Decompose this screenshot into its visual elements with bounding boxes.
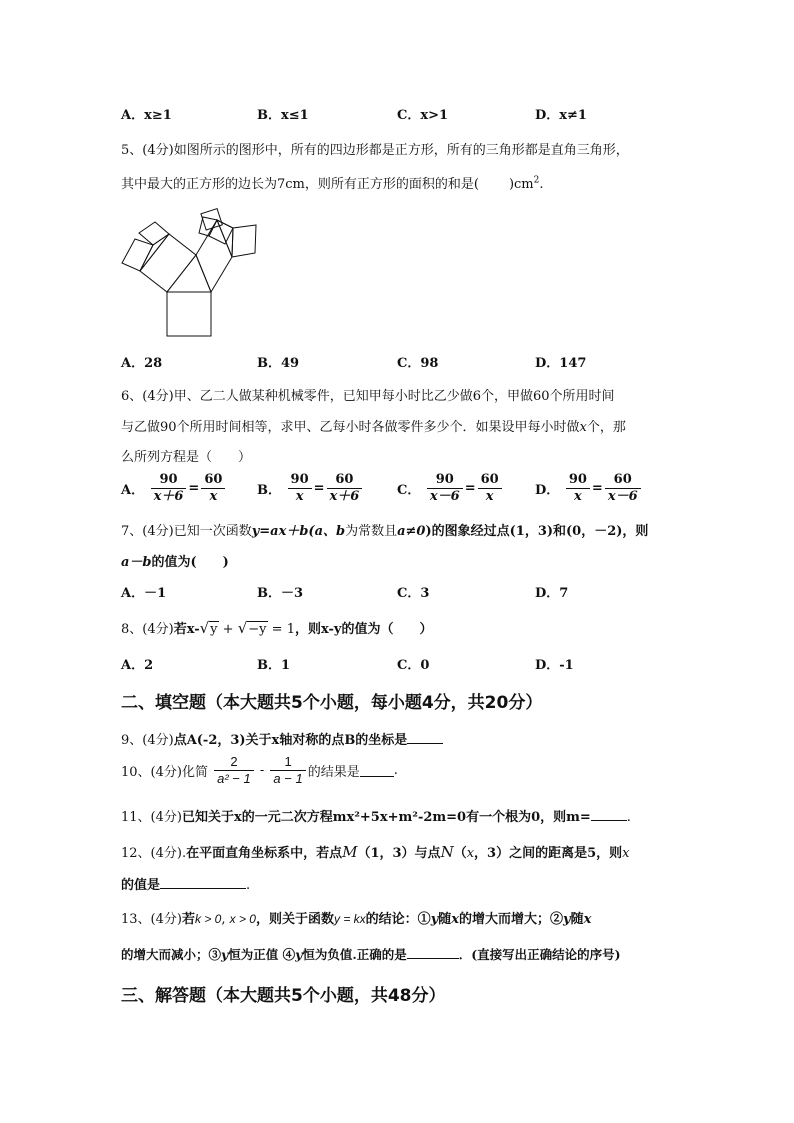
q12-t2: （1，3）与点 bbox=[357, 846, 441, 861]
q5-line1 bbox=[121, 139, 629, 158]
q13-t3: 的结论：① bbox=[365, 912, 431, 927]
q12-line2: 的值是 bbox=[121, 878, 161, 893]
q6-option-d bbox=[535, 472, 643, 505]
q7-function: y=ax＋b(a、b bbox=[251, 524, 346, 539]
q12-t4: ，3）之间的距离是5，则 bbox=[474, 846, 623, 861]
q6-line3: 么所列方程是（ ） bbox=[121, 450, 252, 465]
num: 60 bbox=[480, 472, 499, 487]
q7-prefix: 7、(4分) bbox=[121, 524, 174, 539]
q6-text-line1: 甲、乙二人做某种机械零件，已知甲每小时比乙少做6个，甲做60个所用时间 bbox=[173, 389, 615, 404]
q6-text-line2: 与乙做90个所用时间相等，求甲、乙每小时各做零件多少个．如果设甲每小时做 bbox=[121, 420, 580, 435]
q7-option-d: D．7 bbox=[535, 586, 569, 601]
q6-line1 bbox=[121, 385, 615, 404]
q8-t3: ，则x-y的值为（ ） bbox=[294, 622, 433, 637]
q4-option-d: D．x≠1 bbox=[535, 108, 587, 123]
num: 90 bbox=[159, 472, 178, 487]
right-square bbox=[196, 220, 232, 292]
q10-line bbox=[121, 754, 398, 787]
q6-option-a bbox=[121, 472, 227, 505]
q6-option-a-label: A． bbox=[121, 483, 145, 498]
q4-option-b: B．x≤1 bbox=[257, 108, 309, 123]
q5-option-b: B．49 bbox=[257, 356, 300, 371]
q9-line bbox=[121, 729, 443, 748]
q8-plus: + bbox=[222, 622, 234, 637]
q6-c-frac-right bbox=[478, 472, 502, 505]
left-small-square-1 bbox=[122, 239, 153, 271]
left-square bbox=[140, 234, 196, 292]
den: x bbox=[478, 488, 502, 505]
q5-unit-power: 2 bbox=[533, 175, 540, 186]
q6-option-c-label: C． bbox=[397, 483, 421, 498]
q13-line1: 13、(4分)若k > 0, x > 0，则关于函数y = kx的结论：①y随x的增大而增大；②y随x bbox=[121, 912, 592, 927]
q5-unit: )cm bbox=[508, 177, 534, 192]
q10-t1: 化简 bbox=[181, 765, 208, 780]
q5-option-a: A．28 bbox=[121, 356, 163, 371]
q7-option-c: C．3 bbox=[397, 586, 430, 601]
q11-end: . bbox=[626, 810, 631, 825]
den: x＋6 bbox=[327, 488, 363, 505]
equals: = bbox=[464, 481, 476, 496]
q12-line1 bbox=[121, 842, 629, 861]
q13-y1: y bbox=[430, 912, 439, 927]
q7-t1: 已知一次函数 bbox=[173, 524, 252, 539]
q12-point-m: M bbox=[342, 843, 358, 861]
num: 2 bbox=[230, 754, 238, 769]
q12-line2 bbox=[121, 874, 250, 893]
q6-prefix: 6、(4分) bbox=[121, 389, 174, 404]
q10-end: . bbox=[393, 763, 398, 778]
left-triangle bbox=[140, 234, 169, 271]
q13-line2d: ．(直接写出正确结论的序号) bbox=[458, 947, 621, 962]
q6-option-b-label: B． bbox=[257, 483, 281, 498]
q6-option-d-label: D． bbox=[535, 483, 560, 498]
q9-text: 点A(-2，3)关于x轴对称的点B的坐标是 bbox=[173, 733, 408, 748]
q10-answer-blank[interactable] bbox=[360, 764, 394, 777]
q6-a-frac-right bbox=[201, 472, 225, 505]
q6-a-frac-left bbox=[151, 472, 187, 505]
q5-line2 bbox=[121, 173, 544, 192]
q6-line2 bbox=[121, 416, 626, 435]
q8-option-c: C．0 bbox=[397, 658, 430, 673]
q4-option-c: C．x>1 bbox=[397, 108, 449, 123]
q6-var-x: x bbox=[579, 420, 587, 435]
q13-line2c: 恒为负值.正确的是 bbox=[302, 947, 407, 962]
den: x－6 bbox=[427, 488, 463, 505]
q13-answer-blank[interactable] bbox=[407, 946, 459, 959]
q10-prefix: 10、(4分) bbox=[121, 765, 182, 780]
q13-x1: x bbox=[451, 912, 460, 927]
q13-cond-x: x > 0 bbox=[229, 912, 256, 926]
q8-equals: = 1 bbox=[271, 622, 295, 637]
q12-var-x2: x bbox=[622, 846, 630, 861]
q5-prefix: 5、(4分) bbox=[121, 143, 174, 158]
q12-t1: 在平面直角坐标系中，若点 bbox=[186, 846, 343, 861]
q8-t1: 若x- bbox=[173, 622, 200, 637]
q13-t6: 随 bbox=[570, 912, 584, 927]
sqrt-icon: √ bbox=[199, 619, 210, 637]
num: 90 bbox=[290, 472, 309, 487]
q7-option-b: B．－3 bbox=[257, 586, 304, 601]
q6-d-frac-left bbox=[566, 472, 590, 505]
q5-text-line2: 其中最大的正方形的边长为7cm，则所有正方形的面积的和是( bbox=[121, 177, 479, 192]
den: x bbox=[566, 488, 590, 505]
q13-line2a: 的增大而减小；③ bbox=[121, 947, 222, 962]
q12-answer-blank[interactable] bbox=[160, 876, 246, 889]
sqrt-icon: √ bbox=[237, 619, 248, 637]
q11-prefix: 11、(4分) bbox=[121, 810, 182, 825]
q12-t3: （ bbox=[453, 846, 467, 861]
q8-option-a: A．2 bbox=[121, 658, 154, 673]
q6-option-b bbox=[257, 472, 364, 505]
q13-line2 bbox=[121, 945, 621, 963]
section-2-title: 二、填空题（本大题共5个小题，每小题4分，共20分） bbox=[121, 693, 543, 713]
q5-option-c: C．98 bbox=[397, 356, 439, 371]
q10-t2: 的结果是 bbox=[307, 765, 360, 780]
den: x＋6 bbox=[151, 488, 187, 505]
q13-y3: y bbox=[221, 947, 229, 962]
q10-frac-1 bbox=[214, 754, 254, 787]
den: a² − 1 bbox=[214, 770, 254, 787]
q5-option-d: D．147 bbox=[535, 356, 587, 371]
num: 90 bbox=[435, 472, 454, 487]
q6-text-line2-end: 个，那 bbox=[586, 420, 626, 435]
num: 60 bbox=[204, 472, 223, 487]
q13-prefix: 13、(4分) bbox=[121, 912, 182, 927]
q12-var-x: x bbox=[466, 846, 475, 861]
main-triangle bbox=[167, 255, 211, 292]
q13-y4: y bbox=[295, 947, 303, 962]
q12-end: . bbox=[246, 878, 251, 893]
q7-line1 bbox=[121, 520, 648, 539]
den: x－6 bbox=[605, 488, 641, 505]
q12-point-n: N bbox=[440, 843, 454, 861]
q5-text-line1: 如图所示的图形中，所有的四边形都是正方形，所有的三角形都是直角三角形， bbox=[173, 143, 629, 158]
right-small-square-upper bbox=[199, 217, 217, 236]
q6-option-c bbox=[397, 472, 504, 505]
q11-text: 已知关于x的一元二次方程mx²+5x+m²-2m=0有一个根为0，则m= bbox=[181, 810, 591, 825]
q13-y2: y bbox=[563, 912, 571, 927]
q13-t2: ，则关于函数 bbox=[255, 912, 334, 927]
q7-line2-text: 的值为( ) bbox=[151, 555, 229, 570]
q8-prefix: 8、(4分) bbox=[121, 622, 174, 637]
num: 60 bbox=[335, 472, 354, 487]
q4-option-a: A．x≥1 bbox=[121, 108, 172, 123]
pythagoras-tree-figure bbox=[115, 205, 265, 340]
q10-minus: - bbox=[259, 763, 265, 778]
den: a − 1 bbox=[270, 770, 305, 787]
equals: = bbox=[591, 481, 603, 496]
q9-answer-blank[interactable] bbox=[407, 731, 443, 744]
q5-end: . bbox=[539, 177, 544, 192]
q8-line1 bbox=[121, 618, 432, 637]
num: 60 bbox=[613, 472, 632, 487]
q8-radicand-2: −y bbox=[248, 622, 267, 637]
q6-b-frac-left bbox=[288, 472, 312, 505]
q8-option-b: B．1 bbox=[257, 658, 291, 673]
q13-cond-k: k > 0 bbox=[194, 912, 222, 926]
num: 90 bbox=[568, 472, 587, 487]
q6-c-frac-left bbox=[427, 472, 463, 505]
q7-line2 bbox=[121, 551, 229, 570]
q7-t5: )的图象经过点(1，3)和(0，－2)，则 bbox=[425, 524, 649, 539]
q13-t5: 的增大而增大；② bbox=[459, 912, 564, 927]
num: 1 bbox=[284, 754, 292, 769]
den: x bbox=[288, 488, 312, 505]
section-3-title: 三、解答题（本大题共5个小题，共48分） bbox=[121, 986, 446, 1006]
q13-x2: x bbox=[583, 912, 592, 927]
q11-answer-blank[interactable] bbox=[591, 808, 627, 821]
right-small-square-2 bbox=[232, 225, 256, 257]
q13-t4: 随 bbox=[438, 912, 452, 927]
q9-prefix: 9、(4分) bbox=[121, 733, 174, 748]
q13-line2b: 恒为正值 ④ bbox=[228, 947, 296, 962]
q7-t3: 为常数且 bbox=[345, 524, 398, 539]
q12-prefix: 12、(4分). bbox=[121, 846, 187, 861]
equals: = bbox=[313, 481, 325, 496]
q7-condition: a≠0 bbox=[397, 524, 426, 539]
q8-radicand-1: y bbox=[210, 622, 218, 637]
q7-option-a: A．－1 bbox=[121, 586, 167, 601]
q10-frac-2 bbox=[270, 754, 305, 787]
q6-d-frac-right bbox=[605, 472, 641, 505]
large-square bbox=[167, 292, 211, 336]
q8-option-d: D．-1 bbox=[535, 658, 574, 673]
q13-function: y = kx bbox=[333, 912, 366, 926]
den: x bbox=[201, 488, 225, 505]
q11-line bbox=[121, 806, 631, 825]
equals: = bbox=[188, 481, 200, 496]
right-small-square-1 bbox=[209, 220, 233, 244]
q13-t1: 若 bbox=[181, 912, 195, 927]
q6-b-frac-right bbox=[327, 472, 363, 505]
q7-expr: a－b bbox=[121, 555, 152, 570]
